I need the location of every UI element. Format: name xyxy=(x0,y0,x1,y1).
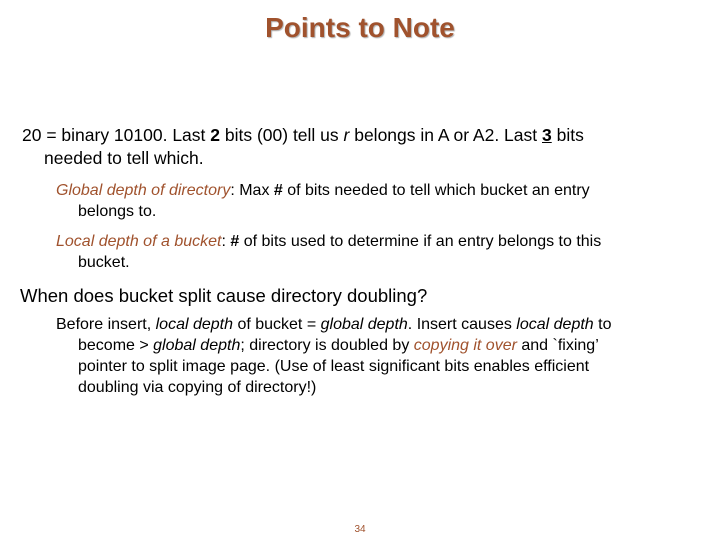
question-heading: When does bucket split cause directory doubling? xyxy=(20,285,428,306)
global-depth-term: Global depth of directory xyxy=(56,182,231,199)
answer-paragraph: Before insert, local depth of bucket = global depth. Insert causes local depth to become > global depth; directory is doubled by copying it over and `fixing’ pointer to split image page. (Use of least significant bits enables efficient doubling via copying of directory!) xyxy=(56,316,612,396)
page-number: 34 xyxy=(354,524,366,535)
local-depth-term: Local depth of a bucket xyxy=(56,233,222,250)
global-depth-definition: Global depth of directory: Max # of bits needed to tell which bucket an entry belongs to. xyxy=(56,182,590,220)
slide-title: Points to Note xyxy=(265,12,455,43)
paragraph-binary-example: 20 = binary 10100. Last 2 bits (00) tell us r belongs in A or A2. Last 3 bits needed to tell which. xyxy=(22,125,584,168)
copying-it-over-term: copying it over xyxy=(413,337,517,354)
local-depth-definition: Local depth of a bucket: # of bits used to determine if an entry belongs to this bucket. xyxy=(56,233,602,271)
